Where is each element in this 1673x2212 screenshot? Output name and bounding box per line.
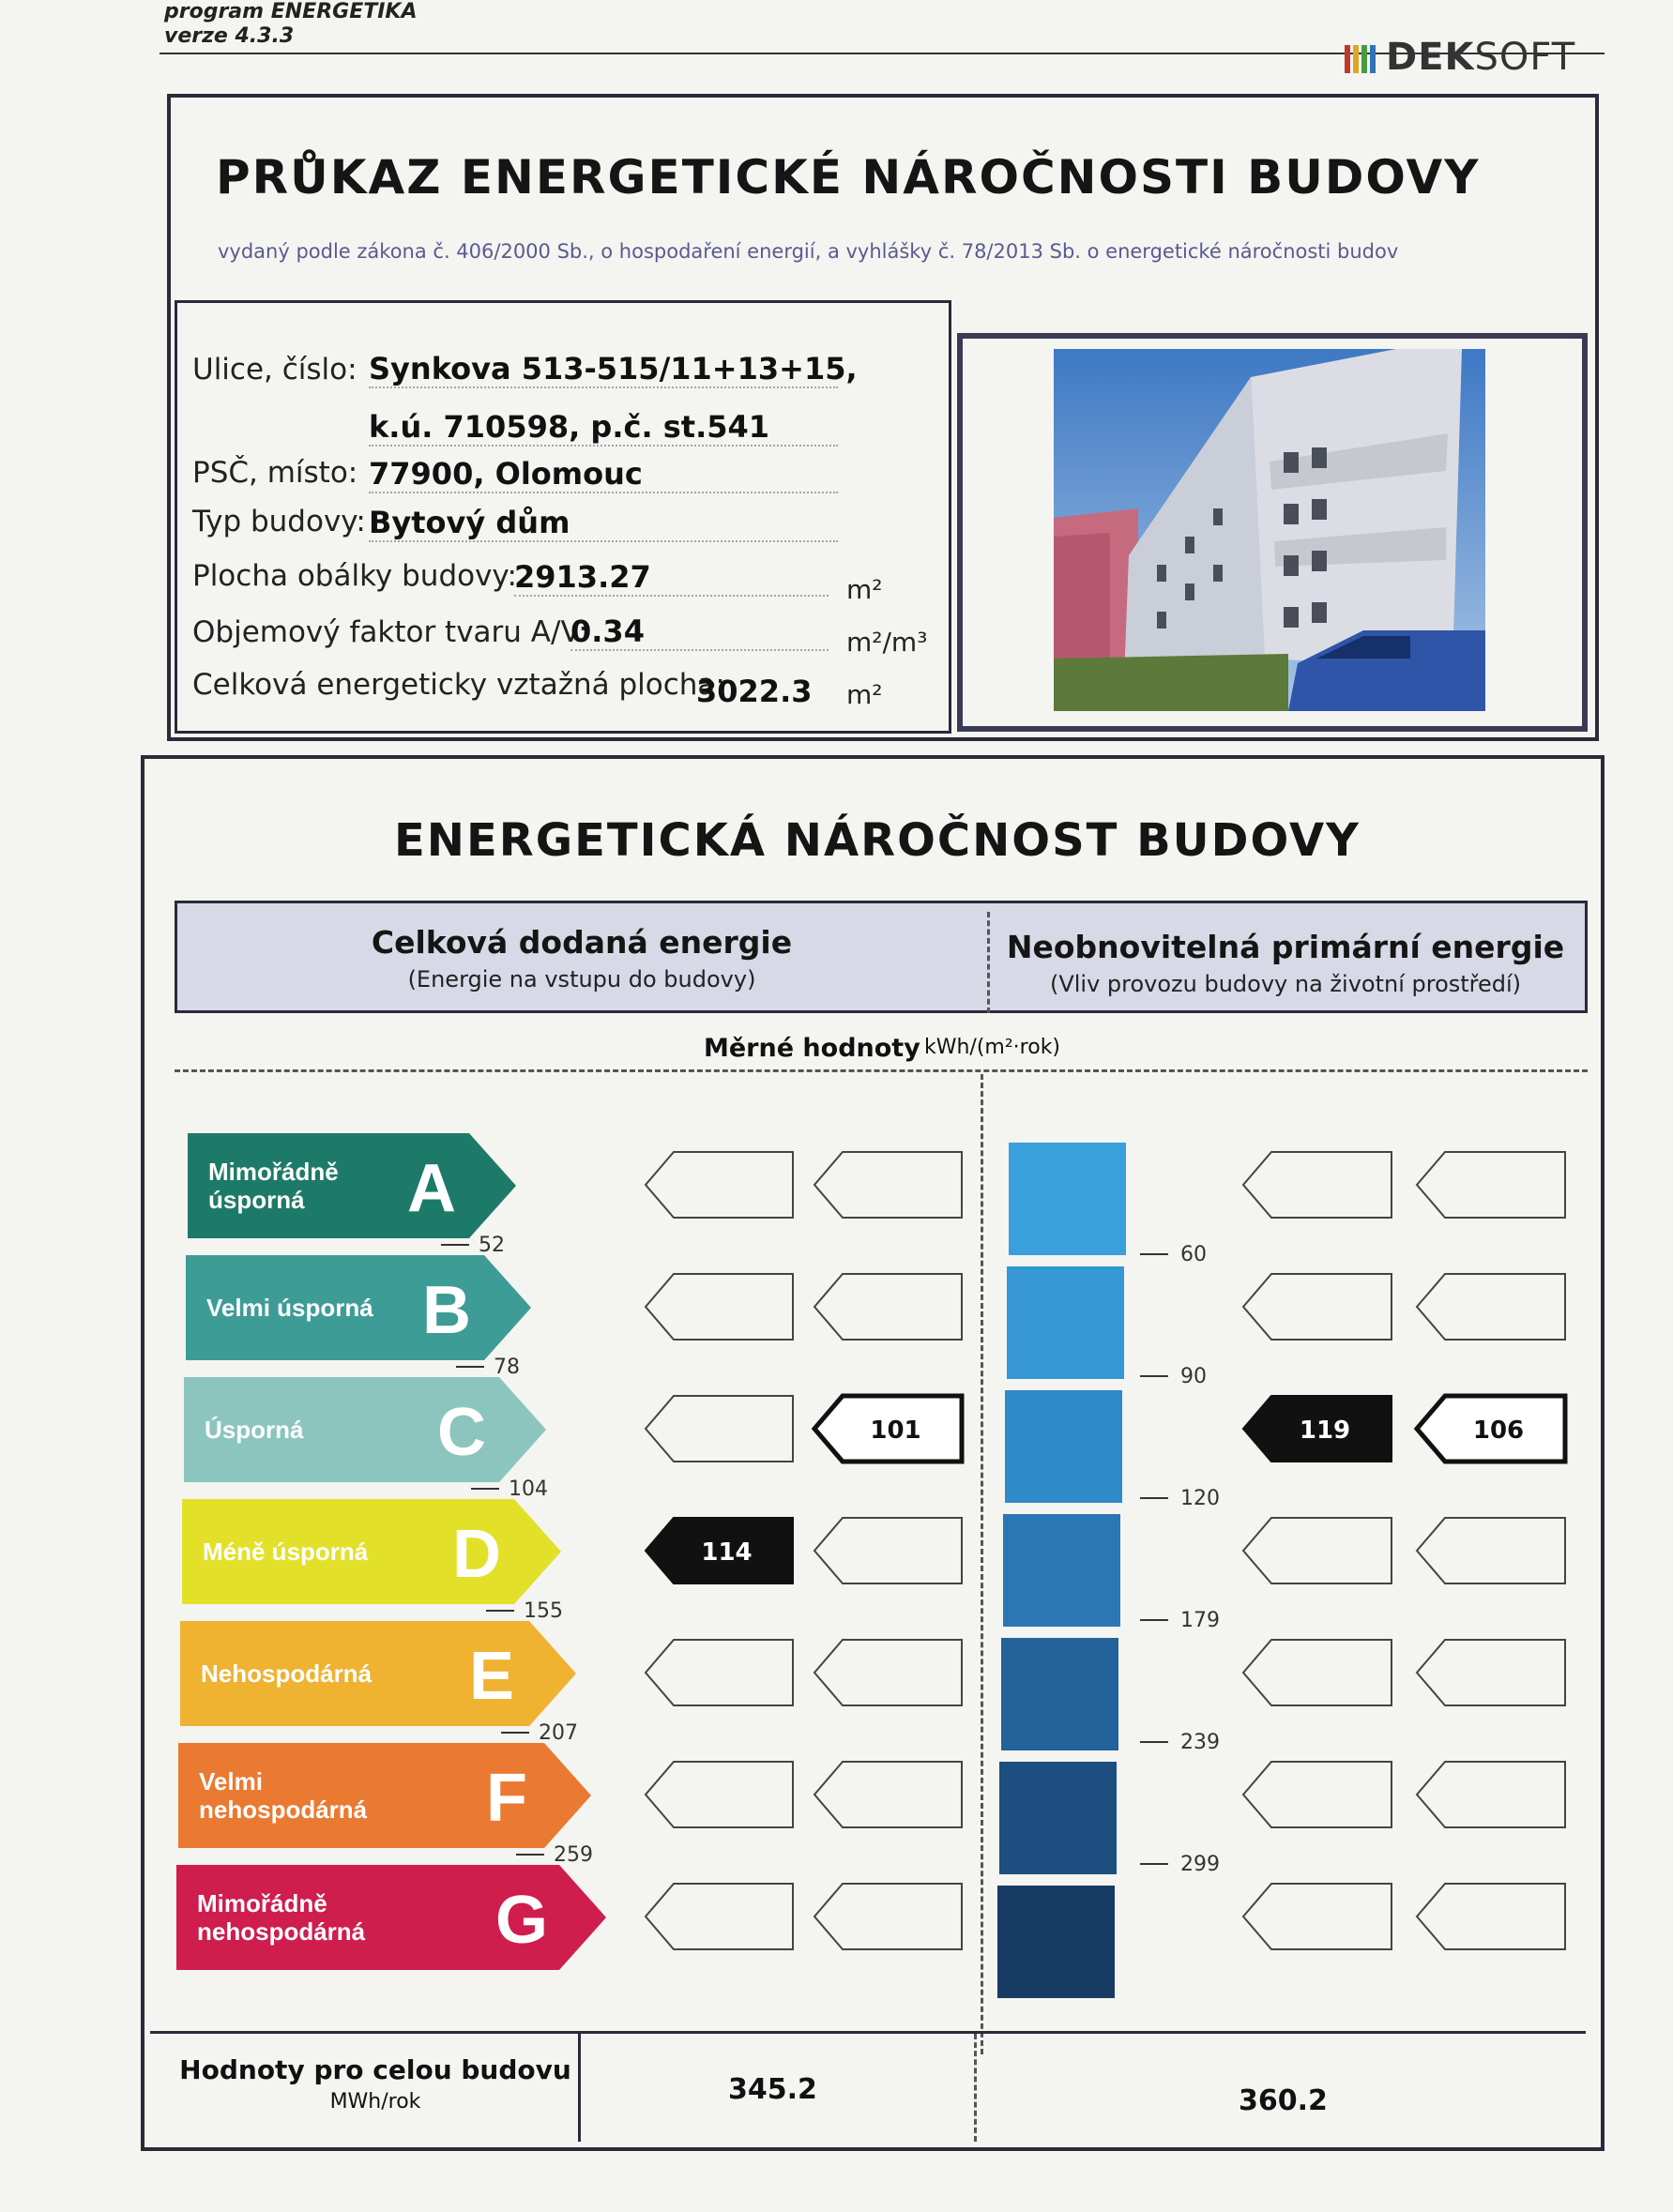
empty-indicator-delivered_current-c [646,1396,793,1462]
blue-scale-segment-3 [1003,1514,1120,1627]
logo-text-light: SOFT [1474,36,1576,79]
indicator-value-delivered_current: 114 [701,1538,753,1567]
blue-scale-segment-6 [997,1886,1115,1998]
street-label: Ulice, číslo: [192,353,357,386]
empty-indicator-delivered_current-a [646,1152,793,1218]
total-primary-energy: 360.2 [1239,2084,1328,2117]
program-name: program ENERGETIKA [164,0,418,23]
class-letter-b: B [422,1273,471,1348]
street-value-line1: Synkova 513-515/11+13+15, [369,351,858,386]
class-letter-e: E [468,1639,515,1714]
specific-values-unit: kWh/(m²·rok) [924,1036,1061,1059]
blue-threshold-2: 120 [1180,1487,1220,1510]
total-delivered-energy: 345.2 [728,2073,817,2106]
class-name-a-line0: Mimořádně [208,1158,339,1186]
class-threshold-a: 52 [479,1234,505,1257]
empty-indicator-delivered_reference-g [814,1884,962,1949]
blue-threshold-3: 179 [1180,1609,1220,1632]
envelope-area-label: Plocha obálky budovy: [192,559,517,593]
building-type-label: Typ budovy: [192,505,366,538]
empty-indicator-primary_reference-b [1417,1274,1565,1340]
empty-indicator-delivered_reference-f [814,1762,962,1827]
class-name-g-line1: nehospodárná [197,1917,366,1946]
class-name-d-line0: Méně úsporná [203,1538,369,1566]
shape-factor-label: Objemový faktor tvaru A/V: [192,615,588,649]
blue-scale-segment-1 [1007,1266,1124,1379]
primary-energy-subheader: (Vliv provozu budovy na životní prostředí) [1049,971,1522,997]
totals-unit: MWh/rok [329,2090,421,2114]
indicator-value-primary_current: 119 [1299,1417,1351,1445]
empty-indicator-primary_reference-d [1417,1518,1565,1583]
empty-indicator-primary_reference-e [1417,1640,1565,1705]
empty-indicator-primary_current-a [1243,1152,1392,1218]
class-letter-c: C [437,1395,486,1470]
document-title: PRŮKAZ ENERGETICKÉ NÁROČNOSTI BUDOVY [216,150,1481,205]
totals-label-divider [578,2031,581,2142]
empty-indicator-primary_reference-g [1417,1884,1565,1949]
envelope-area-value: 2913.27 [514,559,829,597]
rating-title: ENERGETICKÁ NÁROČNOST BUDOVY [394,814,1361,867]
empty-indicator-delivered_current-e [646,1640,793,1705]
empty-indicator-primary_reference-a [1417,1152,1565,1218]
class-letter-f: F [486,1761,527,1836]
class-threshold-d: 155 [524,1599,563,1623]
empty-indicator-primary_current-e [1243,1640,1392,1705]
class-name-f-line0: Velmi [199,1767,263,1795]
blue-threshold-5: 299 [1180,1853,1220,1876]
reference-area-value: 3022.3 [696,674,813,709]
totals-top-line [150,2031,1586,2034]
class-name-f-line1: nehospodárná [199,1795,368,1824]
class-letter-g: G [494,1883,549,1958]
empty-indicator-primary_current-d [1243,1518,1392,1583]
empty-indicator-delivered_current-g [646,1884,793,1949]
delivered-energy-header: Celková dodaná energie [371,924,793,961]
empty-indicator-delivered_reference-d [814,1518,962,1583]
blue-scale-segment-2 [1005,1390,1122,1503]
empty-indicator-primary_current-g [1243,1884,1392,1949]
document-subtitle: vydaný podle zákona č. 406/2000 Sb., o hospodaření energií, a vyhlášky č. 78/2013 Sb. o energetické náročnosti budov [218,240,1399,263]
blue-threshold-4: 239 [1180,1731,1220,1754]
shape-factor-value: 0.34 [570,614,829,651]
city-value: 77900, Olomouc [369,456,838,493]
class-name-c-line0: Úsporná [205,1416,304,1444]
class-threshold-e: 207 [539,1721,578,1745]
city-label: PSČ, místo: [192,456,358,490]
building-type-value: Bytový dům [369,505,838,542]
empty-indicator-primary_current-b [1243,1274,1392,1340]
logo-text-bold: DEK [1386,36,1475,79]
blue-threshold-0: 60 [1180,1243,1207,1266]
totals-label: Hodnoty pro celou budovu [179,2054,571,2085]
class-name-a-line1: úsporná [208,1186,305,1214]
class-threshold-c: 104 [509,1477,548,1501]
reference-area-label: Celková energeticky vztažná plocha: [192,668,725,702]
empty-indicator-primary_reference-f [1417,1762,1565,1827]
shape-factor-unit: m²/m³ [846,627,928,658]
street-value-line2: k.ú. 710598, p.č. st.541 [369,409,838,447]
empty-indicator-delivered_current-f [646,1762,793,1827]
blue-scale-segment-4 [1001,1638,1118,1750]
blue-scale-segment-0 [1009,1143,1126,1255]
empty-indicator-delivered_current-b [646,1274,793,1340]
blue-threshold-1: 90 [1180,1365,1207,1388]
reference-area-unit: m² [846,679,883,710]
class-name-e-line0: Nehospodárná [201,1659,373,1688]
specific-values-label: Měrné hodnoty [704,1034,920,1063]
envelope-area-unit: m² [846,574,883,605]
indicator-value-primary_reference: 106 [1472,1417,1525,1445]
delivered-energy-subheader: (Energie na vstupu do budovy) [407,966,756,992]
empty-indicator-delivered_reference-b [814,1274,962,1340]
totals-center-divider [974,2034,977,2142]
empty-indicator-delivered_reference-a [814,1152,962,1218]
program-version: verze 4.3.3 [164,24,295,48]
empty-indicator-primary_current-f [1243,1762,1392,1827]
class-letter-d: D [452,1517,501,1592]
primary-energy-header: Neobnovitelná primární energie [1006,929,1565,965]
class-threshold-b: 78 [494,1356,520,1379]
empty-indicator-delivered_reference-e [814,1640,962,1705]
indicator-value-delivered_reference: 101 [870,1417,921,1445]
class-threshold-f: 259 [554,1843,593,1867]
class-letter-a: A [407,1151,456,1226]
class-name-b-line0: Velmi úsporná [206,1294,373,1322]
blue-scale-segment-5 [999,1762,1117,1874]
class-name-g-line0: Mimořádně [197,1889,327,1917]
